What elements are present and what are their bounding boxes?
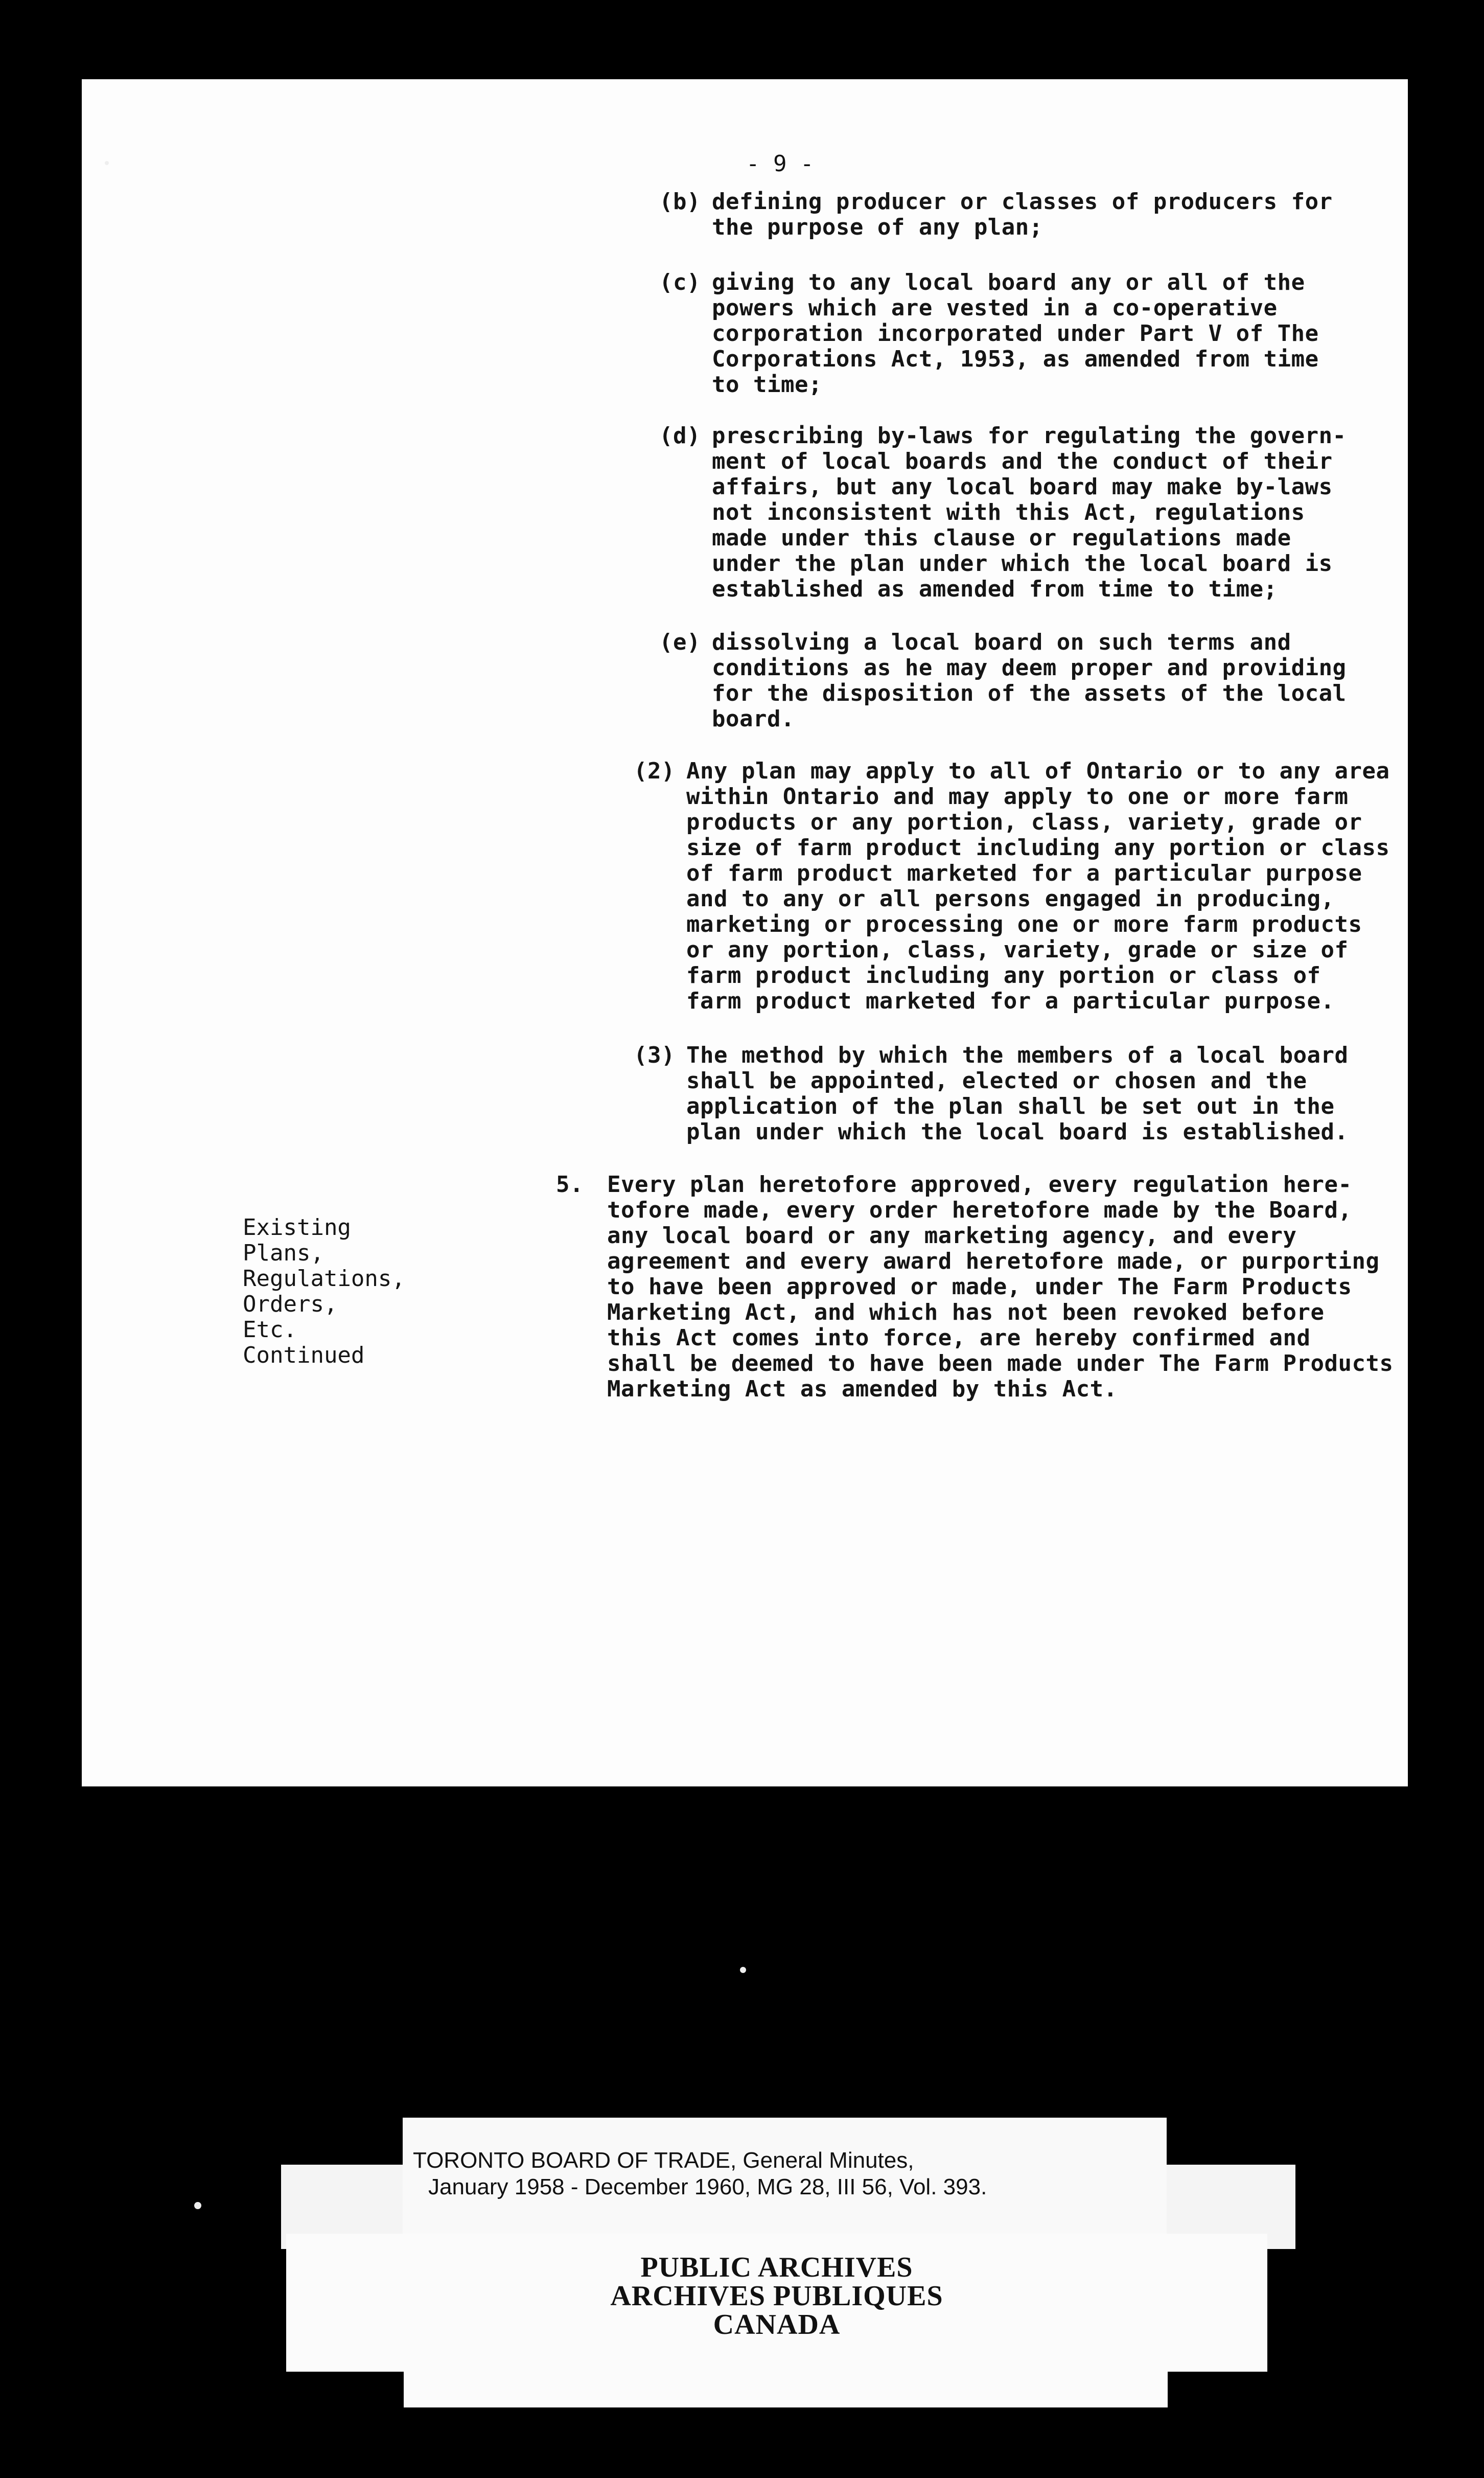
clause-line: ment of local boards and the conduct of their — [712, 448, 1333, 474]
subsection-label: (3) — [634, 1042, 675, 1068]
clause-line: corporation incorporated under Part V of The — [712, 320, 1319, 347]
subsection-line: or any portion, class, variety, grade or size of — [686, 937, 1349, 963]
subsection-2 — [634, 759, 1390, 1014]
clause-line: prescribing by-laws for regulating the govern- — [712, 423, 1347, 449]
citation-line: TORONTO BOARD OF TRADE, General Minutes, — [413, 2148, 914, 2173]
section-line: this Act comes into force, are hereby confirmed and — [607, 1325, 1311, 1351]
clause-line: affairs, but any local board may make by-laws — [712, 474, 1333, 500]
clause-line: established as amended from time to time; — [712, 576, 1278, 602]
clause-label: (d) — [659, 423, 701, 449]
margin-note-line: Regulations, — [243, 1266, 405, 1292]
section-5 — [556, 1172, 1393, 1402]
clause-line: board. — [712, 706, 795, 732]
dust-speck — [194, 2202, 201, 2209]
subsection-line: application of the plan shall be set out in the — [686, 1093, 1335, 1119]
clause-label: (c) — [659, 269, 701, 295]
clause-line: defining producer or classes of producers for — [712, 189, 1333, 215]
stamp-line: ARCHIVES PUBLIQUES — [610, 2280, 943, 2312]
subsection-3 — [634, 1043, 1349, 1145]
margin-note-line: Continued — [243, 1342, 365, 1368]
section-line: tofore made, every order heretofore made by the Board, — [607, 1197, 1352, 1223]
section-line: agreement and every award heretofore made, or purporting — [607, 1248, 1380, 1274]
subsection-line: marketing or processing one or more farm products — [686, 911, 1362, 937]
clause-c — [659, 270, 1319, 398]
clause-line: not inconsistent with this Act, regulations — [712, 499, 1305, 525]
section-line: any local board or any marketing agency, and every — [607, 1223, 1297, 1249]
subsection-line: of farm product marketed for a particular purpose — [686, 860, 1362, 886]
stamp-line: PUBLIC ARCHIVES — [640, 2252, 913, 2283]
margin-note-line: Existing — [243, 1214, 351, 1241]
page-number: - 9 - — [746, 151, 814, 177]
clause-line: under the plan under which the local board is — [712, 550, 1333, 577]
clause-b — [659, 189, 1333, 240]
stamp-line: CANADA — [713, 2309, 841, 2341]
citation-line: January 1958 - December 1960, MG 28, III 56, Vol. 393. — [428, 2174, 987, 2199]
margin-note — [243, 1215, 405, 1368]
subsection-line: plan under which the local board is established. — [686, 1119, 1349, 1145]
subsection-line: products or any portion, class, variety, grade or — [686, 809, 1362, 835]
archive-citation-card — [403, 2118, 1167, 2240]
section-line: Every plan heretofore approved, every regulation here- — [607, 1172, 1352, 1198]
subsection-line: and to any or all persons engaged in producing, — [686, 886, 1335, 912]
clause-line: for the disposition of the assets of the local — [712, 680, 1347, 706]
clause-line: dissolving a local board on such terms and — [712, 629, 1291, 655]
clause-line: Corporations Act, 1953, as amended from time — [712, 346, 1319, 372]
subsection-line: The method by which the members of a local board — [686, 1042, 1349, 1068]
clause-label: (b) — [659, 189, 701, 215]
margin-note-line: Etc. — [243, 1317, 297, 1343]
subsection-line: Any plan may apply to all of Ontario or to any area — [686, 758, 1390, 784]
margin-note-line: Plans, — [243, 1240, 324, 1266]
clause-line: conditions as he may deem proper and providing — [712, 655, 1347, 681]
clause-line: to time; — [712, 372, 822, 398]
subsection-line: shall be appointed, elected or chosen and the — [686, 1068, 1307, 1094]
subsection-line: farm product marketed for a particular purpose. — [686, 988, 1335, 1014]
subsection-line: size of farm product including any portion or class — [686, 835, 1390, 861]
clause-line: giving to any local board any or all of the — [712, 269, 1305, 295]
clause-label: (e) — [659, 629, 701, 655]
subsection-label: (2) — [634, 758, 675, 784]
clause-e — [659, 630, 1347, 732]
section-line: Marketing Act as amended by this Act. — [607, 1376, 1118, 1402]
clause-line: the purpose of any plan; — [712, 214, 1043, 240]
stub-tail — [404, 2364, 1168, 2407]
subsection-line: farm product including any portion or class of — [686, 962, 1321, 989]
archive-stamp — [286, 2234, 1267, 2372]
subsection-line: within Ontario and may apply to one or more farm — [686, 784, 1349, 810]
clause-line: made under this clause or regulations made — [712, 525, 1291, 551]
clause-d — [659, 423, 1347, 602]
section-label: 5. — [556, 1172, 584, 1198]
dust-speck — [105, 161, 109, 165]
dust-speck — [740, 1967, 746, 1973]
section-line: to have been approved or made, under The Farm Products — [607, 1274, 1352, 1300]
section-line: shall be deemed to have been made under The Farm Products — [607, 1350, 1394, 1376]
section-line: Marketing Act, and which has not been revoked before — [607, 1299, 1325, 1325]
margin-note-line: Orders, — [243, 1291, 338, 1317]
clause-line: powers which are vested in a co-operative — [712, 295, 1278, 321]
